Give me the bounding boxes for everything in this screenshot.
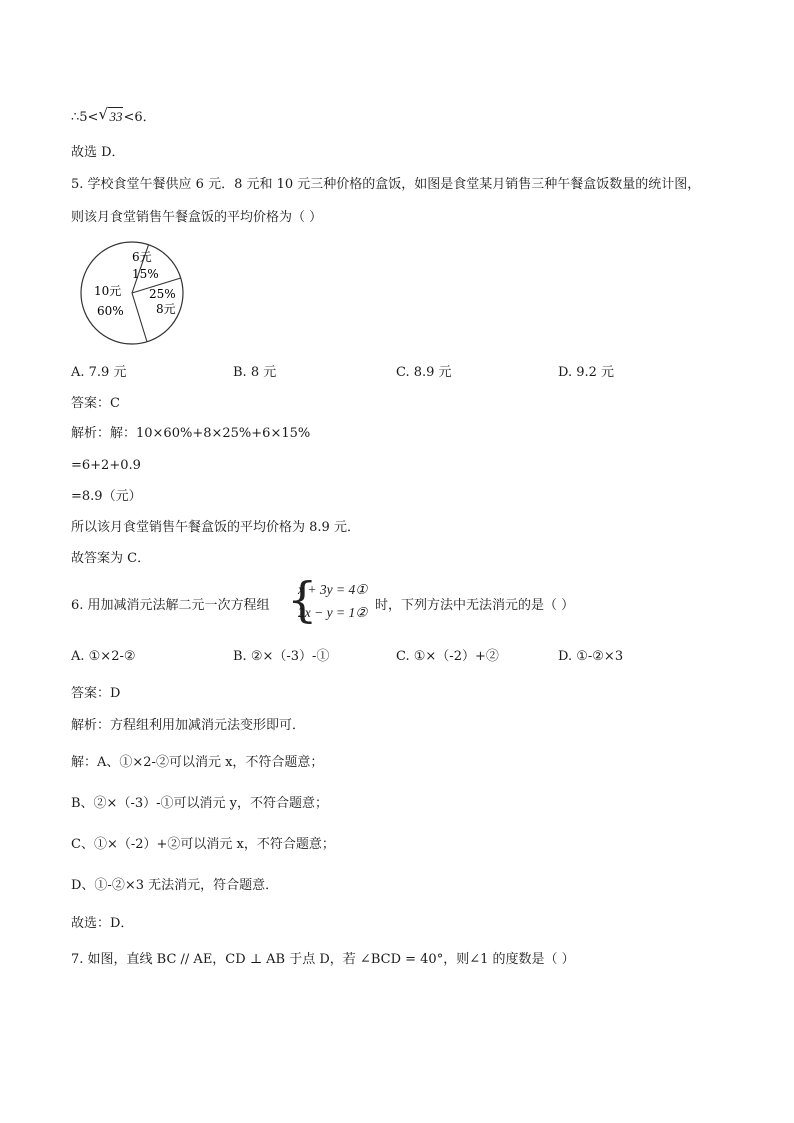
pie-percent-10yuan: 60% <box>97 304 124 318</box>
radicand: 33 <box>109 109 123 124</box>
q5-solution-2: =6+2+0.9 <box>71 458 141 473</box>
q6-stem-suffix: 时，下列方法中无法消元的是（ ） <box>375 598 575 613</box>
pie-label-8yuan: 8元 <box>156 302 176 316</box>
q6-solution-4: C、①×（-2）+②可以消元 x，不符合题意； <box>71 837 335 852</box>
q6-solution-5: D、①-②×3 无法消元，符合题意． <box>71 878 279 893</box>
q5-option-d: D. 9.2 元 <box>558 365 615 380</box>
pie-label-10yuan: 10元 <box>94 284 122 298</box>
q5-option-b: B. 8 元 <box>233 365 277 380</box>
therefore-text: ∴5< <box>71 110 99 125</box>
left-brace-icon: { <box>287 572 318 628</box>
equation-1: x + 3y = 4① <box>298 582 368 597</box>
conclusion-line <box>71 107 156 127</box>
equation-system <box>287 572 377 628</box>
q6-solution-6: 故选：D． <box>71 916 134 931</box>
radical-sign-icon: √ <box>98 105 108 123</box>
q5-option-a: A. 7.9 元 <box>71 365 127 380</box>
choose-d-line: 故选 D． <box>71 145 125 160</box>
pie-label-6yuan: 6元 <box>132 250 152 264</box>
pie-chart <box>76 240 188 348</box>
q6-option-a: A. ①×2-② <box>71 649 136 664</box>
therefore-end: <6． <box>123 110 156 125</box>
q6-stem-prefix: 6. 用加减消元法解二元一次方程组 <box>71 598 270 613</box>
q6-answer: 答案：D <box>71 686 121 701</box>
q5-solution-4: 所以该月食堂销售午餐盒饭的平均价格为 8.9 元． <box>71 520 360 535</box>
q6-option-c: C. ①×（-2）+② <box>396 649 499 664</box>
equation-2: 2x − y = 1② <box>298 605 368 620</box>
q6-solution-3: B、②×（-3）-①可以消元 y，不符合题意； <box>71 796 328 811</box>
q6-solution-1: 解析：方程组利用加减消元法变形即可． <box>71 718 306 733</box>
q5-option-c: C. 8.9 元 <box>396 365 452 380</box>
q5-answer: 答案：C <box>71 396 120 411</box>
q6-solution-2: 解：A、①×2-②可以消元 x，不符合题意； <box>71 755 324 770</box>
pie-percent-6yuan: 15% <box>132 267 159 281</box>
q7-stem: 7. 如图，直线 BC // AE，CD ⊥ AB 于点 D，若 ∠BCD = 40°，则∠1 的度数是（ ） <box>71 952 575 967</box>
q5-stem-line2: 则该月食堂销售午餐盒饭的平均价格为（ ） <box>71 210 323 225</box>
q5-solution-5: 故答案为 C． <box>71 551 151 566</box>
q5-stem-line1: 5. 学校食堂午餐供应 6 元．8 元和 10 元三种价格的盒饭，如图是食堂某月销售三种午餐盒饭数量的统计图， <box>71 177 701 192</box>
pie-percent-8yuan: 25% <box>149 287 176 301</box>
q5-solution-3: =8.9（元） <box>71 489 142 504</box>
q6-option-b: B. ②×（-3）-① <box>233 649 330 664</box>
q5-solution-1: 解析：解：10×60%+8×25%+6×15% <box>71 426 311 441</box>
q6-option-d: D. ①-②×3 <box>558 649 624 664</box>
sqrt-expression <box>98 107 123 127</box>
